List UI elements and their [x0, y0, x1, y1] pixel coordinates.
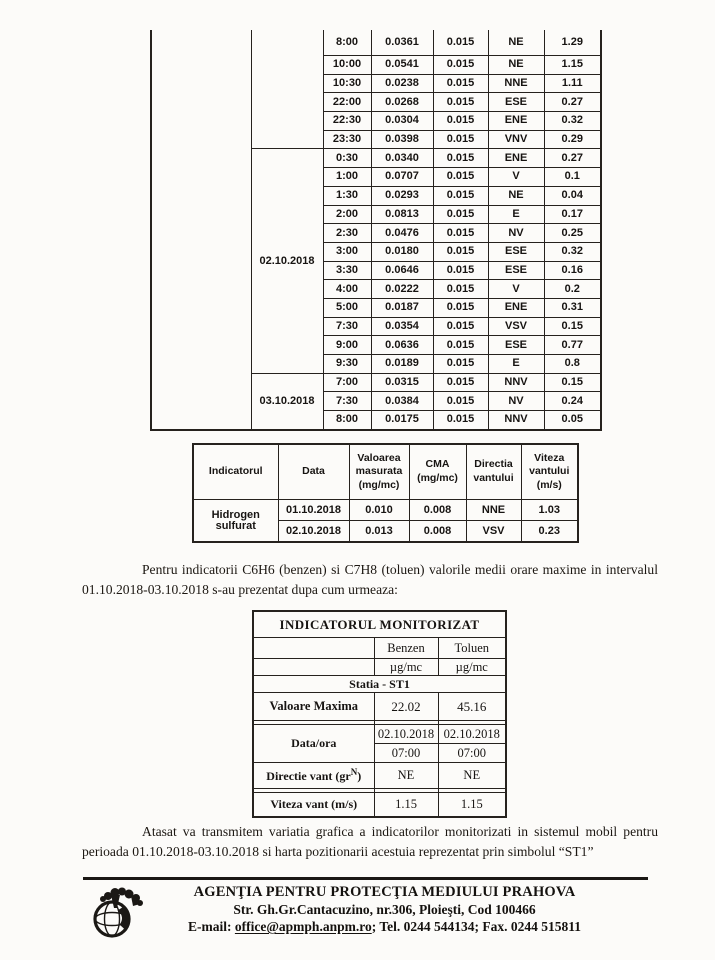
- cma-cell: 0.015: [433, 30, 488, 56]
- value-cell: 0.0222: [371, 280, 433, 299]
- max-value-row: [253, 693, 506, 721]
- cma-cell: 0.015: [433, 392, 488, 411]
- speed-cell: 0.32: [544, 112, 601, 131]
- time-cell: 23:30: [323, 130, 371, 149]
- cma-cell: 0.015: [433, 130, 488, 149]
- value-cell: 0.0238: [371, 74, 433, 93]
- cma-cell: 0.015: [433, 373, 488, 392]
- cma-cell: 0.015: [433, 205, 488, 224]
- footer-rule: [83, 877, 648, 880]
- speed-cell: 1.15: [544, 56, 601, 75]
- cma-cell: 0.015: [433, 355, 488, 374]
- time-cell: 3:00: [323, 242, 371, 261]
- time-cell: 10:00: [323, 56, 371, 75]
- title-row: [253, 611, 506, 638]
- time-cell: 9:30: [323, 355, 371, 374]
- station-row: [253, 676, 506, 693]
- cma-cell: 0.008: [409, 500, 466, 521]
- value-cell: 0.0541: [371, 56, 433, 75]
- value-cell: 0.0354: [371, 317, 433, 336]
- blank-cell: [253, 638, 374, 659]
- speed-cell: 1.11: [544, 74, 601, 93]
- value-cell: 0.010: [349, 500, 409, 521]
- time-cell: 8:00: [323, 30, 371, 56]
- paragraph-benzen-toluen: Pentru indicatorii C6H6 (benzen) si C7H8 (toluen) valorile medii orare maxime in intervalul 01.10.2018-03.10.2018 s-au prezentat dupa cum urmeaza:: [82, 562, 658, 597]
- direction-cell: NV: [488, 224, 544, 243]
- time-cell: 5:00: [323, 298, 371, 317]
- date-cell: 02.10.2018: [251, 149, 323, 373]
- direction-cell: ENE: [488, 149, 544, 168]
- cma-cell: 0.015: [433, 112, 488, 131]
- direction-cell: VNV: [488, 130, 544, 149]
- agency-name: AGENŢIA PENTRU PROTECŢIA MEDIULUI PRAHOVA: [193, 884, 576, 900]
- blank-cell: [253, 659, 374, 676]
- speed-cell: 0.77: [544, 336, 601, 355]
- time-cell: 2:30: [323, 224, 371, 243]
- value-cell: 0.0476: [371, 224, 433, 243]
- value-cell: 0.0340: [371, 149, 433, 168]
- time-cell: 2:00: [323, 205, 371, 224]
- cma-cell: 0.015: [433, 242, 488, 261]
- indicator-name-cell: Hidrogen sulfurat: [193, 500, 278, 543]
- direction-cell: VSV: [488, 317, 544, 336]
- direction-cell: NNE: [488, 74, 544, 93]
- paragraph-atasat: Atasat va transmitem variatia grafica a indicatorilor monitorizati in sistemul mobil pentru perioada 01.10.2018-03.10.2018 si harta pozitionarii acestuia reprezentat prin simbolul “ST1”: [82, 824, 658, 859]
- date-cell: 03.10.2018: [251, 373, 323, 430]
- value-cell: 0.013: [349, 521, 409, 543]
- speed-cell: 0.23: [521, 521, 578, 543]
- direction-cell: ESE: [488, 242, 544, 261]
- col-header-viteza: Viteza vantului (m/s): [521, 444, 578, 500]
- max-toluen-cell: 45.16: [438, 693, 506, 721]
- time-cell: 7:30: [323, 392, 371, 411]
- time-cell: 7:00: [323, 373, 371, 392]
- direction-cell: ESE: [488, 336, 544, 355]
- cma-cell: 0.015: [433, 298, 488, 317]
- row-label: Viteza vant (m/s): [253, 793, 374, 818]
- cma-cell: 0.008: [409, 521, 466, 543]
- cma-cell: 0.015: [433, 168, 488, 187]
- wind-speed-row: [253, 793, 506, 818]
- time-toluen-cell: 07:00: [438, 744, 506, 763]
- time-cell: 22:00: [323, 93, 371, 112]
- date-row: [253, 725, 506, 744]
- h2s-summary-table: [192, 443, 579, 543]
- direction-cell: NE: [488, 186, 544, 205]
- footer-block: [113, 884, 656, 935]
- speed-cell: 0.04: [544, 186, 601, 205]
- speed-cell: 0.25: [544, 224, 601, 243]
- date-toluen-cell: 02.10.2018: [438, 725, 506, 744]
- date-cell: 02.10.2018: [278, 521, 349, 543]
- date-benzen-cell: 02.10.2018: [374, 725, 438, 744]
- time-cell: 1:00: [323, 168, 371, 187]
- value-cell: 0.0361: [371, 30, 433, 56]
- direction-cell: ENE: [488, 298, 544, 317]
- speed-toluen-cell: 1.15: [438, 793, 506, 818]
- max-benzen-cell: 22.02: [374, 693, 438, 721]
- direction-cell: NV: [488, 392, 544, 411]
- value-cell: 0.0180: [371, 242, 433, 261]
- agency-email: office@apmph.anpm.ro: [234, 919, 372, 934]
- direction-cell: V: [488, 280, 544, 299]
- cma-cell: 0.015: [433, 317, 488, 336]
- time-cell: 1:30: [323, 186, 371, 205]
- direction-toluen-cell: NE: [438, 763, 506, 789]
- speed-cell: 0.17: [544, 205, 601, 224]
- speed-cell: 0.31: [544, 298, 601, 317]
- col-header-data: Data: [278, 444, 349, 500]
- cma-cell: 0.015: [433, 336, 488, 355]
- agency-contact: E-mail: office@apmph.anpm.ro; Tel. 0244 544134; Fax. 0244 515811: [188, 919, 581, 934]
- direction-cell: ESE: [488, 261, 544, 280]
- summary-row: [193, 500, 578, 521]
- speed-cell: 0.29: [544, 130, 601, 149]
- cma-cell: 0.015: [433, 56, 488, 75]
- time-cell: 8:00: [323, 411, 371, 430]
- direction-cell: NNE: [466, 500, 521, 521]
- direction-cell: E: [488, 205, 544, 224]
- col-header-directia: Directia vantului: [466, 444, 521, 500]
- col-header-cma: CMA (mg/mc): [409, 444, 466, 500]
- value-cell: 0.0304: [371, 112, 433, 131]
- pollutant-header-row: [253, 638, 506, 659]
- value-cell: 0.0268: [371, 93, 433, 112]
- value-cell: 0.0315: [371, 373, 433, 392]
- direction-cell: ESE: [488, 93, 544, 112]
- speed-cell: 0.27: [544, 93, 601, 112]
- time-cell: 9:00: [323, 336, 371, 355]
- unit-cell: µg/mc: [374, 659, 438, 676]
- direction-cell: NE: [488, 30, 544, 56]
- cma-cell: 0.015: [433, 261, 488, 280]
- col-header-benzen: Benzen: [374, 638, 438, 659]
- speed-cell: 0.16: [544, 261, 601, 280]
- time-cell: 3:30: [323, 261, 371, 280]
- wind-direction-row: [253, 763, 506, 789]
- date-cell: [251, 30, 323, 149]
- time-cell: 0:30: [323, 149, 371, 168]
- date-cell: 01.10.2018: [278, 500, 349, 521]
- cma-cell: 0.015: [433, 224, 488, 243]
- speed-cell: 0.2: [544, 280, 601, 299]
- speed-cell: 1.03: [521, 500, 578, 521]
- cma-cell: 0.015: [433, 411, 488, 430]
- direction-cell: NNV: [488, 411, 544, 430]
- cma-cell: 0.015: [433, 74, 488, 93]
- speed-cell: 0.8: [544, 355, 601, 374]
- value-cell: 0.0813: [371, 205, 433, 224]
- speed-cell: 0.32: [544, 242, 601, 261]
- time-cell: 22:30: [323, 112, 371, 131]
- direction-cell: NE: [488, 56, 544, 75]
- row-label: Data/ora: [253, 725, 374, 763]
- cma-cell: 0.015: [433, 186, 488, 205]
- cma-cell: 0.015: [433, 280, 488, 299]
- direction-cell: ENE: [488, 112, 544, 131]
- cma-cell: 0.015: [433, 149, 488, 168]
- agency-address: Str. Gh.Gr.Cantacuzino, nr.306, Ploieşti, Cod 100466: [233, 902, 536, 917]
- time-cell: 7:30: [323, 317, 371, 336]
- indicator-monitorizat-table: [252, 610, 507, 818]
- time-cell: 4:00: [323, 280, 371, 299]
- col-header-indicatorul: Indicatorul: [193, 444, 278, 500]
- row-label: Directie vant $(gr^N)$: [253, 763, 374, 789]
- speed-cell: 0.05: [544, 411, 601, 430]
- speed-cell: 1.29: [544, 30, 601, 56]
- value-cell: 0.0187: [371, 298, 433, 317]
- time-benzen-cell: 07:00: [374, 744, 438, 763]
- time-cell: 10:30: [323, 74, 371, 93]
- value-cell: 0.0646: [371, 261, 433, 280]
- cma-cell: 0.015: [433, 93, 488, 112]
- reading-row: [151, 30, 601, 56]
- direction-benzen-cell: NE: [374, 763, 438, 789]
- readings-table: [150, 30, 602, 431]
- value-cell: 0.0398: [371, 130, 433, 149]
- direction-cell: NNV: [488, 373, 544, 392]
- station-cell: Statia - ST1: [253, 676, 506, 693]
- units-row: [253, 659, 506, 676]
- value-cell: 0.0175: [371, 411, 433, 430]
- summary-header-row: [193, 444, 578, 500]
- speed-cell: 0.1: [544, 168, 601, 187]
- speed-cell: 0.27: [544, 149, 601, 168]
- value-cell: 0.0707: [371, 168, 433, 187]
- col-header-valoarea: Valoarea masurata (mg/mc): [349, 444, 409, 500]
- indicator-continuation-cell: [151, 30, 251, 430]
- col-header-toluen: Toluen: [438, 638, 506, 659]
- row-label: Valoare Maxima: [253, 693, 374, 721]
- value-cell: 0.0293: [371, 186, 433, 205]
- speed-cell: 0.15: [544, 317, 601, 336]
- speed-cell: 0.24: [544, 392, 601, 411]
- direction-cell: E: [488, 355, 544, 374]
- direction-cell: V: [488, 168, 544, 187]
- speed-cell: 0.15: [544, 373, 601, 392]
- value-cell: 0.0636: [371, 336, 433, 355]
- unit-cell: µg/mc: [438, 659, 506, 676]
- value-cell: 0.0384: [371, 392, 433, 411]
- table-title: INDICATORUL MONITORIZAT: [253, 611, 506, 638]
- value-cell: 0.0189: [371, 355, 433, 374]
- speed-benzen-cell: 1.15: [374, 793, 438, 818]
- direction-cell: VSV: [466, 521, 521, 543]
